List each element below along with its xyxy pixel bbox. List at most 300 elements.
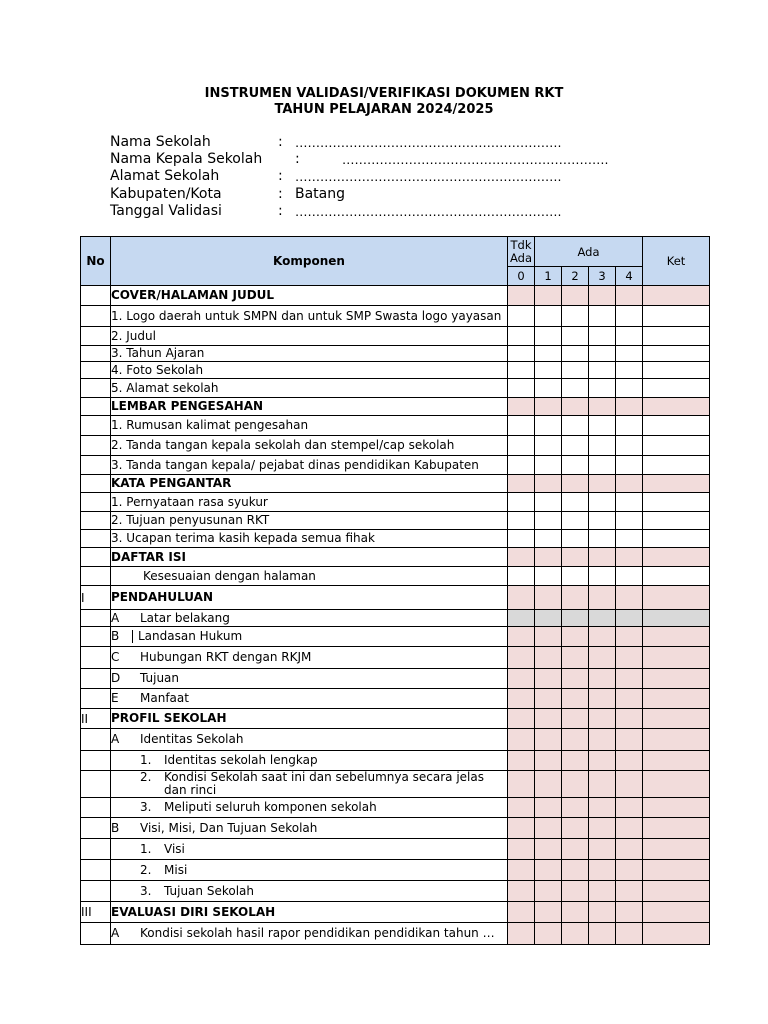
score-cell-0[interactable] — [508, 436, 535, 456]
score-cell-3[interactable] — [589, 530, 616, 548]
row-number: 1. — [140, 753, 152, 767]
ket-cell[interactable] — [643, 586, 710, 610]
score-cell-2[interactable] — [562, 548, 589, 567]
score-cell-0[interactable] — [508, 771, 535, 798]
score-cell-4[interactable] — [616, 475, 643, 493]
row-letter: C — [111, 650, 120, 664]
validation-table — [80, 236, 710, 945]
score-cell-2[interactable] — [562, 647, 589, 669]
table-row — [81, 327, 710, 346]
score-cell-2[interactable] — [562, 729, 589, 751]
score-cell-1[interactable] — [535, 379, 562, 398]
row-no — [81, 306, 111, 327]
score-cell-3[interactable] — [589, 416, 616, 436]
table-row — [81, 729, 710, 751]
row-no — [81, 771, 111, 798]
ket-cell[interactable] — [643, 798, 710, 818]
info-colon: : — [295, 151, 300, 168]
row-number: 3. — [140, 800, 152, 814]
table-row — [81, 881, 710, 902]
score-cell-3[interactable] — [589, 902, 616, 923]
score-cell-4[interactable] — [616, 669, 643, 689]
info-label: Nama Sekolah — [110, 134, 211, 150]
score-cell-4[interactable] — [616, 751, 643, 771]
row-komponen — [111, 881, 508, 902]
score-cell-4[interactable] — [616, 771, 643, 798]
score-cell-2[interactable] — [562, 923, 589, 945]
score-cell-3[interactable] — [589, 818, 616, 839]
score-cell-0[interactable] — [508, 379, 535, 398]
score-cell-4[interactable] — [616, 798, 643, 818]
score-cell-4[interactable] — [616, 818, 643, 839]
row-letter: A — [111, 732, 120, 746]
table-row — [81, 398, 710, 416]
score-cell-1[interactable] — [535, 669, 562, 689]
score-cell-0[interactable] — [508, 286, 535, 306]
score-cell-4[interactable] — [616, 729, 643, 751]
table-row — [81, 860, 710, 881]
score-cell-0[interactable] — [508, 923, 535, 945]
score-cell-1[interactable] — [535, 627, 562, 647]
score-cell-2[interactable] — [562, 530, 589, 548]
score-cell-2[interactable] — [562, 327, 589, 346]
row-komponen: 1. Logo daerah untuk SMPN dan untuk SMP Swasta logo yayasan — [111, 306, 508, 327]
score-cell-1[interactable] — [535, 751, 562, 771]
row-letter: B — [111, 629, 120, 643]
row-komponen — [111, 610, 508, 627]
header-ket: Ket — [643, 237, 710, 286]
score-cell-0[interactable] — [508, 346, 535, 362]
ket-cell[interactable] — [643, 839, 710, 860]
row-no — [81, 548, 111, 567]
score-cell-4[interactable] — [616, 416, 643, 436]
ket-cell[interactable] — [643, 548, 710, 567]
score-cell-0[interactable] — [508, 456, 535, 475]
score-cell-1[interactable] — [535, 530, 562, 548]
row-number: 2. — [140, 862, 152, 877]
score-cell-4[interactable] — [616, 512, 643, 530]
row-komponen: Kesesuaian dengan halaman — [111, 567, 508, 586]
score-cell-0[interactable] — [508, 475, 535, 493]
score-cell-2[interactable] — [562, 398, 589, 416]
ket-cell[interactable] — [643, 647, 710, 669]
row-no — [81, 610, 111, 627]
score-cell-0[interactable] — [508, 669, 535, 689]
row-no — [81, 379, 111, 398]
ket-cell[interactable] — [643, 493, 710, 512]
row-no — [81, 798, 111, 818]
header-score-0: 0 — [508, 267, 535, 286]
score-cell-0[interactable] — [508, 586, 535, 610]
score-cell-0[interactable] — [508, 729, 535, 751]
score-cell-3[interactable] — [589, 567, 616, 586]
score-cell-4[interactable] — [616, 627, 643, 647]
score-cell-0[interactable] — [508, 530, 535, 548]
score-cell-4[interactable] — [616, 567, 643, 586]
score-cell-1[interactable] — [535, 346, 562, 362]
table-row — [81, 548, 710, 567]
score-cell-1[interactable] — [535, 548, 562, 567]
ket-cell[interactable] — [643, 729, 710, 751]
table-row — [81, 286, 710, 306]
info-value: Batang — [295, 185, 346, 202]
row-no: I — [81, 586, 111, 610]
ket-cell[interactable] — [643, 306, 710, 327]
ket-cell[interactable] — [643, 456, 710, 475]
ket-cell[interactable] — [643, 398, 710, 416]
ket-cell[interactable] — [643, 416, 710, 436]
table-row — [81, 362, 710, 379]
ket-cell[interactable] — [643, 530, 710, 548]
score-cell-2[interactable] — [562, 751, 589, 771]
row-komponen — [111, 647, 508, 669]
ket-cell[interactable] — [643, 286, 710, 306]
row-komponen: COVER/HALAMAN JUDUL — [111, 286, 508, 306]
row-text: Identitas Sekolah — [140, 732, 244, 746]
score-cell-3[interactable] — [589, 456, 616, 475]
score-cell-4[interactable] — [616, 436, 643, 456]
score-cell-1[interactable] — [535, 586, 562, 610]
score-cell-3[interactable] — [589, 346, 616, 362]
score-cell-4[interactable] — [616, 379, 643, 398]
score-cell-0[interactable] — [508, 548, 535, 567]
score-cell-3[interactable] — [589, 860, 616, 881]
score-cell-1[interactable] — [535, 771, 562, 798]
score-cell-3[interactable] — [589, 881, 616, 902]
row-no — [81, 923, 111, 945]
ket-cell[interactable] — [643, 818, 710, 839]
score-cell-1[interactable] — [535, 436, 562, 456]
score-cell-2[interactable] — [562, 610, 589, 627]
table-row — [81, 709, 710, 729]
row-komponen — [111, 669, 508, 689]
score-cell-4[interactable] — [616, 398, 643, 416]
score-cell-0[interactable] — [508, 709, 535, 729]
ket-cell[interactable] — [643, 669, 710, 689]
score-cell-3[interactable] — [589, 493, 616, 512]
score-cell-4[interactable] — [616, 362, 643, 379]
score-cell-3[interactable] — [589, 398, 616, 416]
row-text: Kondisi sekolah hasil rapor pendidikan pendidikan tahun … — [140, 926, 495, 940]
ket-cell[interactable] — [643, 881, 710, 902]
score-cell-3[interactable] — [589, 627, 616, 647]
score-cell-2[interactable] — [562, 818, 589, 839]
score-cell-4[interactable] — [616, 902, 643, 923]
score-cell-2[interactable] — [562, 771, 589, 798]
score-cell-1[interactable] — [535, 456, 562, 475]
ket-cell[interactable] — [643, 860, 710, 881]
score-cell-0[interactable] — [508, 610, 535, 627]
score-cell-3[interactable] — [589, 669, 616, 689]
score-cell-1[interactable] — [535, 398, 562, 416]
score-cell-4[interactable] — [616, 548, 643, 567]
row-no — [81, 512, 111, 530]
ket-cell[interactable] — [643, 709, 710, 729]
score-cell-3[interactable] — [589, 729, 616, 751]
score-cell-0[interactable] — [508, 512, 535, 530]
row-komponen: 1. Pernyataan rasa syukur — [111, 493, 508, 512]
row-text: Manfaat — [140, 691, 189, 705]
row-komponen: PROFIL SEKOLAH — [111, 709, 508, 729]
score-cell-2[interactable] — [562, 286, 589, 306]
row-no — [81, 689, 111, 709]
row-komponen: 2. Tujuan penyusunan RKT — [111, 512, 508, 530]
table-row — [81, 818, 710, 839]
score-cell-3[interactable] — [589, 362, 616, 379]
score-cell-2[interactable] — [562, 362, 589, 379]
score-cell-0[interactable] — [508, 881, 535, 902]
table-row — [81, 346, 710, 362]
row-text: Latar belakang — [140, 610, 230, 625]
score-cell-0[interactable] — [508, 798, 535, 818]
score-cell-3[interactable] — [589, 548, 616, 567]
score-cell-2[interactable] — [562, 456, 589, 475]
row-text: Identitas sekolah lengkap — [164, 753, 318, 767]
score-cell-2[interactable] — [562, 346, 589, 362]
ket-cell[interactable] — [643, 902, 710, 923]
score-cell-3[interactable] — [589, 610, 616, 627]
table-row — [81, 923, 710, 945]
score-cell-1[interactable] — [535, 362, 562, 379]
row-text: Hubungan RKT dengan RKJM — [140, 650, 312, 664]
ket-cell[interactable] — [643, 379, 710, 398]
score-cell-4[interactable] — [616, 327, 643, 346]
score-cell-2[interactable] — [562, 416, 589, 436]
ket-cell[interactable] — [643, 923, 710, 945]
score-cell-3[interactable] — [589, 771, 616, 798]
row-komponen — [111, 839, 508, 860]
score-cell-1[interactable] — [535, 798, 562, 818]
row-text: Kondisi Sekolah saat ini dan sebelumnya secara jelas dan rinci — [164, 770, 484, 797]
score-cell-4[interactable] — [616, 286, 643, 306]
info-label: Tanggal Validasi — [110, 202, 222, 219]
table-row — [81, 512, 710, 530]
score-cell-4[interactable] — [616, 881, 643, 902]
score-cell-4[interactable] — [616, 610, 643, 627]
row-text: Landasan Hukum — [132, 630, 507, 643]
table-row — [81, 416, 710, 436]
score-cell-0[interactable] — [508, 860, 535, 881]
info-value: ………………………………………………………. — [342, 152, 609, 168]
row-komponen: 3. Tanda tangan kepala/ pejabat dinas pendidikan Kabupaten — [111, 456, 508, 475]
score-cell-1[interactable] — [535, 881, 562, 902]
ket-cell[interactable] — [643, 751, 710, 771]
header-komponen: Komponen — [111, 237, 508, 286]
table-row — [81, 689, 710, 709]
row-no — [81, 456, 111, 475]
row-komponen — [111, 627, 508, 647]
ket-cell[interactable] — [643, 436, 710, 456]
score-cell-1[interactable] — [535, 416, 562, 436]
score-cell-2[interactable] — [562, 669, 589, 689]
score-cell-3[interactable] — [589, 379, 616, 398]
ket-cell[interactable] — [643, 327, 710, 346]
score-cell-4[interactable] — [616, 346, 643, 362]
header-tdk-line2: Ada — [509, 250, 532, 265]
score-cell-4[interactable] — [616, 689, 643, 709]
ket-cell[interactable] — [643, 475, 710, 493]
info-colon: : — [278, 202, 283, 219]
score-cell-2[interactable] — [562, 493, 589, 512]
score-cell-2[interactable] — [562, 475, 589, 493]
score-cell-4[interactable] — [616, 306, 643, 327]
info-colon: : — [278, 134, 283, 150]
score-cell-1[interactable] — [535, 709, 562, 729]
row-number: 1. — [140, 841, 152, 856]
score-cell-1[interactable] — [535, 493, 562, 512]
score-cell-4[interactable] — [616, 647, 643, 669]
table-row — [81, 306, 710, 327]
score-cell-3[interactable] — [589, 306, 616, 327]
score-cell-0[interactable] — [508, 647, 535, 669]
row-no — [81, 627, 111, 647]
score-cell-4[interactable] — [616, 839, 643, 860]
score-cell-2[interactable] — [562, 881, 589, 902]
table-row — [81, 751, 710, 771]
score-cell-0[interactable] — [508, 627, 535, 647]
score-cell-0[interactable] — [508, 306, 535, 327]
score-cell-1[interactable] — [535, 286, 562, 306]
score-cell-3[interactable] — [589, 923, 616, 945]
row-komponen: 2. Tanda tangan kepala sekolah dan stempel/cap sekolah — [111, 436, 508, 456]
score-cell-1[interactable] — [535, 729, 562, 751]
info-label: Nama Kepala Sekolah — [110, 151, 263, 168]
score-cell-2[interactable] — [562, 586, 589, 610]
score-cell-4[interactable] — [616, 493, 643, 512]
score-cell-4[interactable] — [616, 586, 643, 610]
row-no — [81, 567, 111, 586]
ket-cell[interactable] — [643, 346, 710, 362]
header-tdk-line1: Tdk — [510, 237, 532, 252]
score-cell-4[interactable] — [616, 860, 643, 881]
score-cell-2[interactable] — [562, 709, 589, 729]
row-komponen — [111, 689, 508, 709]
row-no — [81, 436, 111, 456]
score-cell-3[interactable] — [589, 327, 616, 346]
document-subtitle: TAHUN PELAJARAN 2024/2025 — [274, 102, 494, 117]
ket-cell[interactable] — [643, 362, 710, 379]
row-komponen: DAFTAR ISI — [111, 548, 508, 567]
ket-cell[interactable] — [643, 627, 710, 647]
score-cell-2[interactable] — [562, 627, 589, 647]
score-cell-1[interactable] — [535, 327, 562, 346]
score-cell-3[interactable] — [589, 436, 616, 456]
score-cell-1[interactable] — [535, 512, 562, 530]
score-cell-3[interactable] — [589, 286, 616, 306]
score-cell-4[interactable] — [616, 709, 643, 729]
score-cell-2[interactable] — [562, 512, 589, 530]
score-cell-0[interactable] — [508, 416, 535, 436]
score-cell-2[interactable] — [562, 689, 589, 709]
score-cell-0[interactable] — [508, 818, 535, 839]
score-cell-4[interactable] — [616, 530, 643, 548]
row-text: Visi, Misi, Dan Tujuan Sekolah — [140, 820, 318, 835]
score-cell-1[interactable] — [535, 860, 562, 881]
row-komponen — [111, 751, 508, 771]
row-no — [81, 860, 111, 881]
row-no: III — [81, 902, 111, 923]
row-no — [81, 327, 111, 346]
score-cell-3[interactable] — [589, 751, 616, 771]
row-no — [81, 647, 111, 669]
row-no — [81, 475, 111, 493]
score-cell-3[interactable] — [589, 647, 616, 669]
score-cell-1[interactable] — [535, 610, 562, 627]
table-row — [81, 610, 710, 627]
score-cell-3[interactable] — [589, 512, 616, 530]
score-cell-4[interactable] — [616, 456, 643, 475]
row-no — [81, 881, 111, 902]
score-cell-3[interactable] — [589, 586, 616, 610]
score-cell-0[interactable] — [508, 839, 535, 860]
score-cell-2[interactable] — [562, 436, 589, 456]
score-cell-3[interactable] — [589, 709, 616, 729]
score-cell-0[interactable] — [508, 493, 535, 512]
score-cell-0[interactable] — [508, 751, 535, 771]
row-letter: D — [111, 671, 121, 685]
row-no — [81, 362, 111, 379]
row-komponen — [111, 860, 508, 881]
score-cell-1[interactable] — [535, 839, 562, 860]
score-cell-2[interactable] — [562, 839, 589, 860]
score-cell-1[interactable] — [535, 567, 562, 586]
score-cell-4[interactable] — [616, 923, 643, 945]
row-komponen: EVALUASI DIRI SEKOLAH — [111, 902, 508, 923]
score-cell-2[interactable] — [562, 860, 589, 881]
score-cell-1[interactable] — [535, 818, 562, 839]
score-cell-2[interactable] — [562, 379, 589, 398]
row-komponen — [111, 729, 508, 751]
table-row — [81, 902, 710, 923]
ket-cell[interactable] — [643, 567, 710, 586]
row-no — [81, 669, 111, 689]
score-cell-0[interactable] — [508, 327, 535, 346]
header-tdk-ada — [508, 237, 535, 267]
ket-cell[interactable] — [643, 689, 710, 709]
score-cell-0[interactable] — [508, 567, 535, 586]
row-number: 3. — [140, 883, 152, 898]
score-cell-0[interactable] — [508, 902, 535, 923]
row-text: Tujuan — [140, 671, 180, 685]
score-cell-1[interactable] — [535, 902, 562, 923]
row-komponen: 4. Foto Sekolah — [111, 362, 508, 379]
row-letter: A — [111, 926, 120, 940]
score-cell-0[interactable] — [508, 398, 535, 416]
score-cell-1[interactable] — [535, 923, 562, 945]
score-cell-2[interactable] — [562, 567, 589, 586]
row-no — [81, 751, 111, 771]
score-cell-1[interactable] — [535, 689, 562, 709]
row-text: Misi — [164, 862, 188, 877]
ket-cell[interactable] — [643, 771, 710, 798]
header-no: No — [81, 237, 111, 286]
score-cell-3[interactable] — [589, 689, 616, 709]
score-cell-1[interactable] — [535, 647, 562, 669]
row-no — [81, 416, 111, 436]
score-cell-3[interactable] — [589, 839, 616, 860]
score-cell-2[interactable] — [562, 902, 589, 923]
ket-cell[interactable] — [643, 610, 710, 627]
score-cell-0[interactable] — [508, 362, 535, 379]
score-cell-2[interactable] — [562, 798, 589, 818]
score-cell-3[interactable] — [589, 798, 616, 818]
ket-cell[interactable] — [643, 512, 710, 530]
score-cell-2[interactable] — [562, 306, 589, 327]
score-cell-3[interactable] — [589, 475, 616, 493]
score-cell-1[interactable] — [535, 475, 562, 493]
score-cell-1[interactable] — [535, 306, 562, 327]
score-cell-0[interactable] — [508, 689, 535, 709]
